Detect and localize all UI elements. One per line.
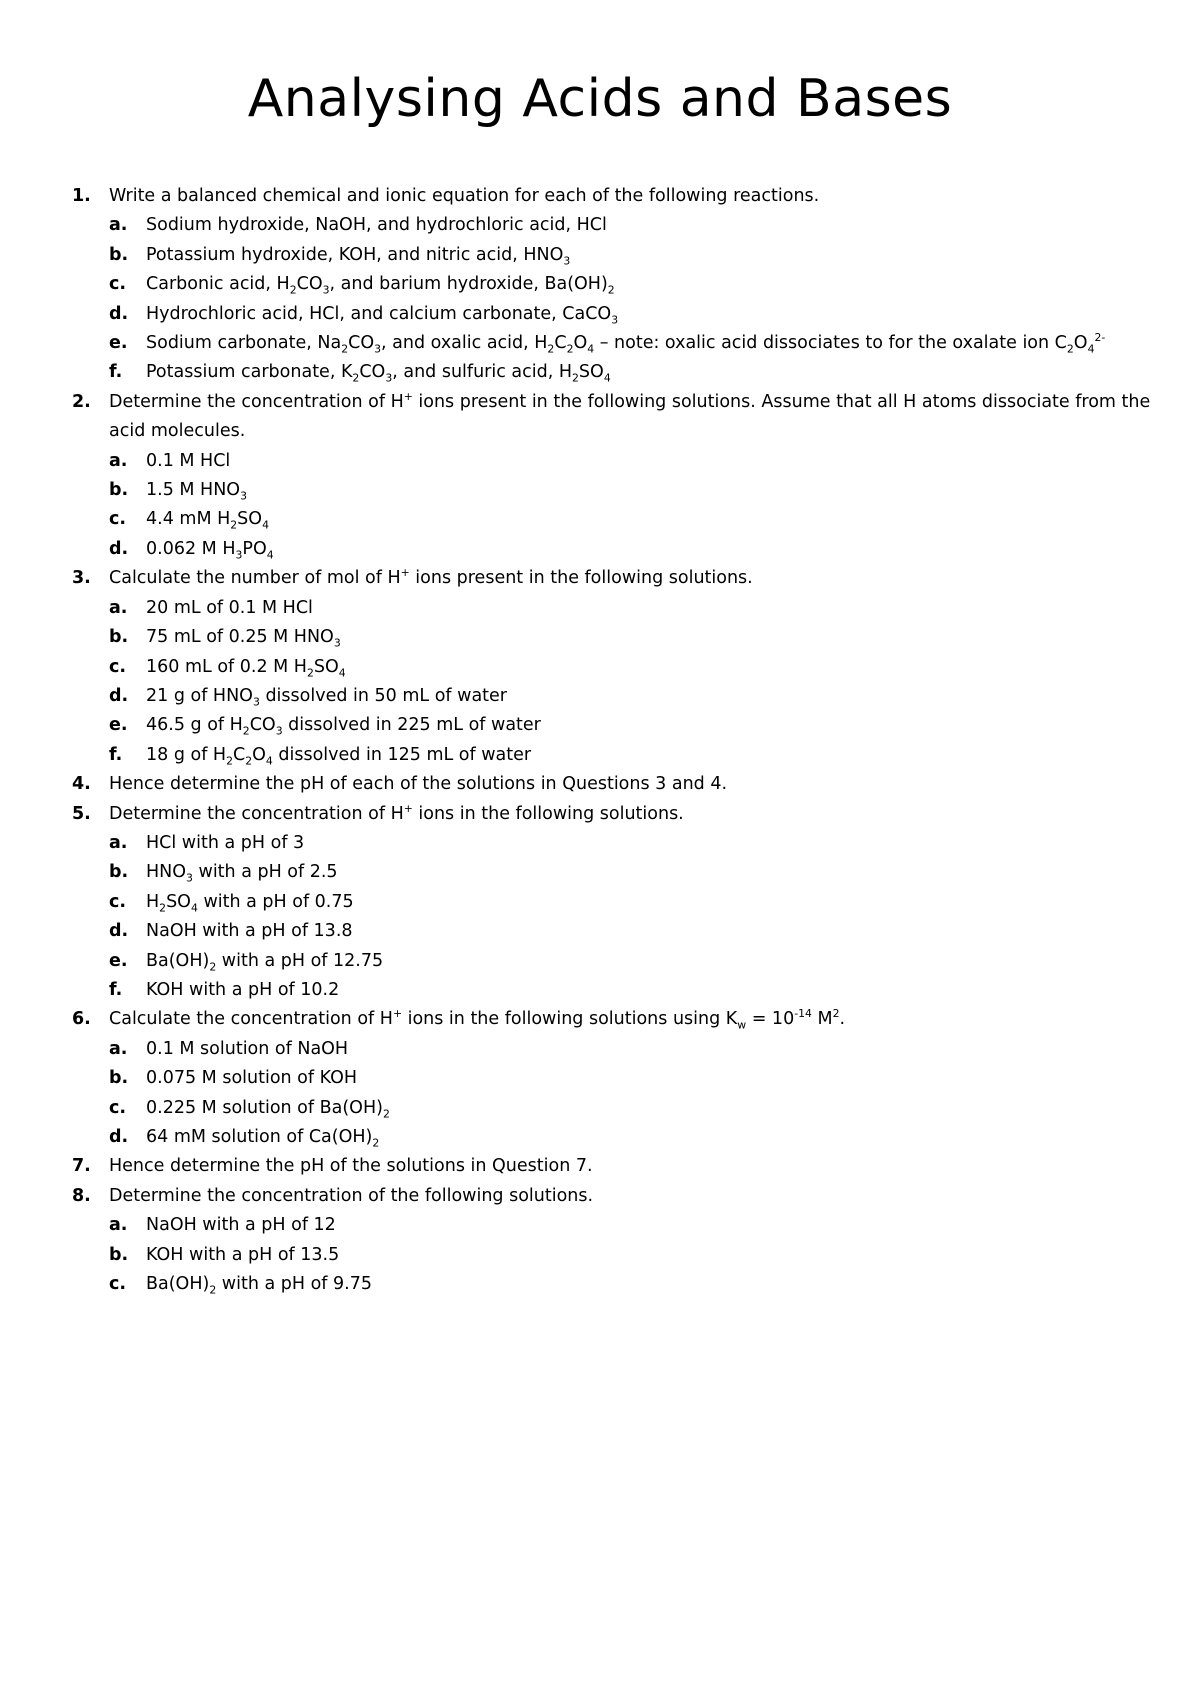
sub-question-text: 0.1 M solution of NaOH <box>146 1038 349 1059</box>
sub-question-letter: e. <box>109 950 128 971</box>
sub-question-text: 20 mL of 0.1 M HCl <box>146 597 313 618</box>
question-number: 5. <box>72 803 91 824</box>
sub-question-item <box>109 888 1152 917</box>
sub-question-item <box>109 623 1152 652</box>
question-item <box>72 1182 1152 1300</box>
question-text: Determine the concentration of H+ ions in the following solutions. <box>109 801 684 824</box>
sub-question-letter: e. <box>109 333 128 354</box>
sub-question-letter: f. <box>109 979 123 1000</box>
sub-question-text: NaOH with a pH of 13.8 <box>146 921 353 942</box>
question-body <box>109 800 1152 1006</box>
sub-question-list <box>109 211 1152 387</box>
sub-question-text: Potassium carbonate, $K_2CO_3$, and sulfuric acid, $H_2SO_4$ <box>146 362 611 385</box>
sub-question-text: 0.225 M solution of $Ba(OH)_2$ <box>146 1097 390 1121</box>
sub-question-letter: b. <box>109 244 129 265</box>
question-text: Determine the concentration of H+ ions present in the following solutions. Assume that all H atoms dissociate from the acid molecules. <box>109 390 1151 442</box>
question-body <box>109 1182 1152 1300</box>
sub-question-text: KOH with a pH of 13.5 <box>146 1244 340 1265</box>
sub-question-letter: a. <box>109 215 128 236</box>
sub-question-item <box>109 829 1152 858</box>
question-text: Calculate the concentration of H+ ions in the following solutions using $K_w = 10^{-14}$ $M^2$. <box>109 1007 846 1032</box>
sub-question-text: 21 g of $HNO_3$ dissolved in 50 mL of water <box>146 685 508 709</box>
sub-question-letter: a. <box>109 450 128 471</box>
sub-question-letter: a. <box>109 1215 128 1236</box>
sub-question-letter: d. <box>109 538 129 559</box>
sub-question-text: 75 mL of 0.25 M $HNO_3$ <box>146 627 341 650</box>
question-number: 7. <box>72 1156 91 1177</box>
question-body <box>109 1005 1152 1152</box>
sub-question-letter: b. <box>109 1244 129 1265</box>
question-item <box>72 770 1152 799</box>
sub-question-list <box>109 1035 1152 1153</box>
question-item <box>72 388 1152 564</box>
question-item <box>72 1152 1152 1181</box>
sub-question-letter: b. <box>109 480 129 501</box>
sub-question-item <box>109 1241 1152 1270</box>
sub-question-letter: d. <box>109 1127 129 1147</box>
sub-question-text: 46.5 g of $H_2CO_3$ dissolved in 225 mL of water <box>146 715 541 738</box>
sub-question-item <box>109 211 1152 240</box>
sub-question-text: Carbonic acid, $H_2CO_3$, and barium hydroxide, $Ba(OH)_2$ <box>146 274 615 297</box>
question-number: 2. <box>72 391 91 412</box>
question-body <box>109 770 1152 799</box>
question-text: Write a balanced chemical and ionic equation for each of the following reactions. <box>109 186 820 206</box>
sub-question-letter: a. <box>109 597 128 618</box>
sub-question-text: Hydrochloric acid, HCl, and calcium carbonate, CaCO$_3$ <box>146 303 619 327</box>
sub-question-item <box>109 447 1152 476</box>
sub-question-letter: d. <box>109 303 129 324</box>
sub-question-list <box>109 1211 1152 1299</box>
sub-question-item <box>109 917 1152 946</box>
sub-question-letter: b. <box>109 1068 129 1089</box>
sub-question-list <box>109 447 1152 565</box>
sub-question-text: $H_2SO_4$ with a pH of 0.75 <box>146 891 354 915</box>
sub-question-letter: a. <box>109 1038 128 1059</box>
question-text: Determine the concentration of the following solutions. <box>109 1185 594 1206</box>
sub-question-text: 18 g of $H_2C_2O_4$ dissolved in 125 mL of water <box>146 744 532 768</box>
sub-question-text: $Ba(OH)_2$ with a pH of 12.75 <box>146 950 384 974</box>
sub-question-text: 160 mL of 0.2 M $H_2SO_4$ <box>146 656 346 679</box>
sub-question-letter: e. <box>109 715 128 736</box>
question-body <box>109 182 1152 388</box>
question-body <box>109 564 1152 770</box>
sub-question-item <box>109 241 1152 270</box>
sub-question-text: $HNO_3$ with a pH of 2.5 <box>146 862 338 885</box>
question-item <box>72 564 1152 770</box>
sub-question-item <box>109 476 1152 505</box>
question-number: 1. <box>72 186 91 206</box>
sub-question-item <box>109 741 1152 770</box>
question-body <box>109 388 1152 564</box>
sub-question-item <box>109 535 1152 564</box>
sub-question-item <box>109 1211 1152 1240</box>
sub-question-text: 1.5 M $HNO_3$ <box>146 480 247 503</box>
sub-question-letter: c. <box>109 274 127 295</box>
question-number: 6. <box>72 1009 91 1030</box>
question-list <box>72 182 1152 1299</box>
sub-question-text: 64 mM solution of $Ca(OH)_2$ <box>146 1127 380 1150</box>
sub-question-item <box>109 976 1152 1005</box>
sub-question-item <box>109 947 1152 976</box>
sub-question-letter: f. <box>109 362 123 383</box>
sub-question-item <box>109 270 1152 299</box>
sub-question-item <box>109 594 1152 623</box>
sub-question-letter: b. <box>109 862 129 883</box>
sub-question-item <box>109 1094 1152 1123</box>
sub-question-text: NaOH with a pH of 12 <box>146 1215 336 1236</box>
sub-question-letter: c. <box>109 1274 127 1295</box>
document-title: Analysing Acids and Bases <box>247 69 953 129</box>
sub-question-text: Sodium hydroxide, NaOH, and hydrochloric acid, HCl <box>146 215 607 236</box>
question-text: Hence determine the pH of the solutions in Question 7. <box>109 1156 593 1177</box>
sub-question-item <box>109 505 1152 534</box>
question-item <box>72 182 1152 388</box>
sub-question-letter: f. <box>109 744 123 765</box>
sub-question-item <box>109 682 1152 711</box>
sub-question-letter: c. <box>109 891 127 912</box>
sub-question-list <box>109 829 1152 1005</box>
question-body <box>109 1152 1152 1181</box>
sub-question-letter: b. <box>109 627 129 648</box>
question-number: 4. <box>72 774 91 795</box>
sub-question-item <box>109 1064 1152 1093</box>
sub-question-letter: a. <box>109 832 128 853</box>
question-item <box>72 800 1152 1006</box>
sub-question-text: 0.062 M $H_3PO_4$ <box>146 538 274 562</box>
sub-question-text: KOH with a pH of 10.2 <box>146 979 340 1000</box>
sub-question-item <box>109 858 1152 887</box>
sub-question-text: Sodium carbonate, $Na_2CO_3$, and oxalic acid, $H_2C_2O_4$ – note: oxalic acid dissociates to for the oxalate ion $C_2O_4^{2-}$ <box>146 331 1106 356</box>
sub-question-text: HCl with a pH of 3 <box>146 832 305 853</box>
sub-question-text: Potassium hydroxide, KOH, and nitric acid, $HNO_3$ <box>146 244 571 268</box>
sub-question-letter: c. <box>109 1097 127 1118</box>
sub-question-item <box>109 329 1152 358</box>
sub-question-text: 0.1 M HCl <box>146 450 231 471</box>
sub-question-text: 0.075 M solution of KOH <box>146 1068 358 1089</box>
sub-question-item <box>109 1123 1152 1152</box>
question-text: Calculate the number of mol of H+ ions present in the following solutions. <box>109 566 753 589</box>
sub-question-letter: d. <box>109 921 129 942</box>
sub-question-item <box>109 653 1152 682</box>
sub-question-item <box>109 300 1152 329</box>
question-number: 8. <box>72 1185 91 1206</box>
sub-question-item <box>109 711 1152 740</box>
sub-question-list <box>109 594 1152 770</box>
sub-question-letter: c. <box>109 656 127 677</box>
question-number: 3. <box>72 568 91 589</box>
sub-question-letter: d. <box>109 685 129 706</box>
sub-question-item <box>109 1270 1152 1299</box>
question-item <box>72 1005 1152 1152</box>
sub-question-letter: c. <box>109 509 127 530</box>
sub-question-item <box>109 358 1152 387</box>
question-text: Hence determine the pH of each of the solutions in Questions 3 and 4. <box>109 774 728 795</box>
sub-question-text: $Ba(OH)_2$ with a pH of 9.75 <box>146 1274 372 1297</box>
sub-question-text: 4.4 mM $H_2SO_4$ <box>146 509 269 532</box>
sub-question-item <box>109 1035 1152 1064</box>
